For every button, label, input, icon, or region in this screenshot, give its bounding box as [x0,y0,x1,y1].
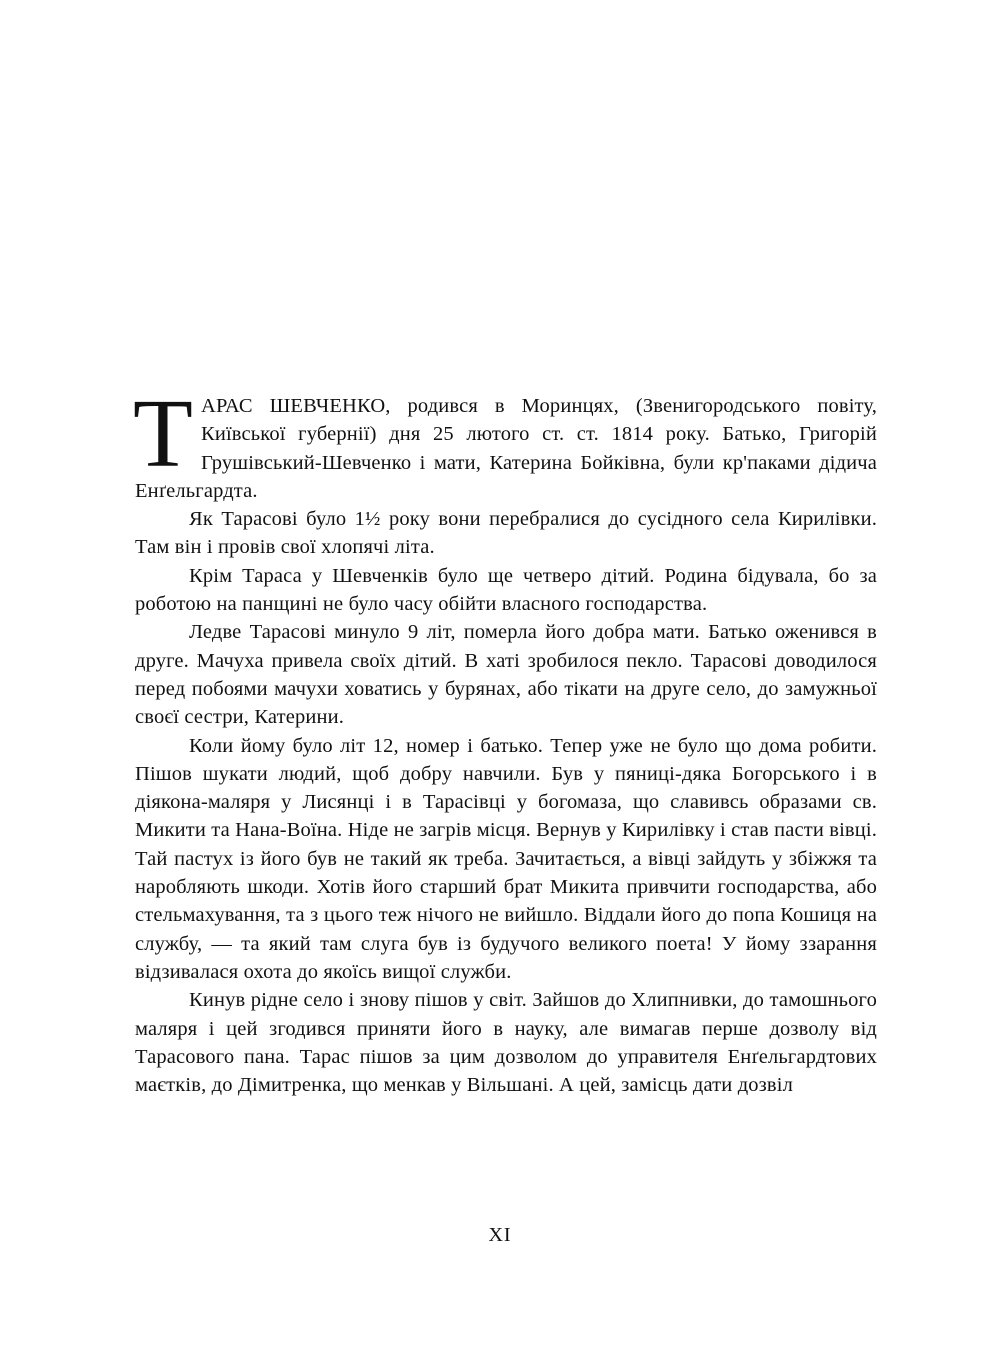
paragraph-5: Коли йому було літ 12, номер і батько. Тепер уже не було що дома робити. Пішов шукати людий, щоб добру навчили. Був у пяниці-дяка Богорського і в діякона-маляря у Лисянці і в Тарасівці у богомаза, що славивсь образами св. Микити та Нана-Воїна. Ніде не загрів місця. Вернув у Кирилівку і став пасти вівці. Тай пастух із його був не такий як треба. Зачитається, а вівці зайдуть у збіжжя та наробляють шкоди. Хотів його старший брат Микита привчити господарства, або стельмахування, та з цього теж нічого не вийшло. Віддали його до попа Кошиця на службу, — та який там слуга був із будучого великого поета! У йому ззарання відзивалася охота до якоїсь вищої служби. [135,734,877,983]
page-number: XI [488,1224,512,1246]
paragraph-2: Як Тарасові було 1½ року вони перебралися до сусідного села Кирилівки. Там він і провів свої хлопячі літа. [135,508,877,559]
paragraph-1 [133,380,877,505]
page-text [133,380,877,1099]
paragraph-1-text: АРАС ШЕВЧЕНКО, родився в Моринцях, (Звенигородського повіту, Київської губернії) дня 25 лютого ст. ст. 1814 року. Батько, Григорій Грушівський-Шевченко і мати, Катерина Бойківна, були кр'паками дідича Енґельгардта. [135,395,877,502]
paragraph-4: Ледве Тарасові минуло 9 літ, померла його добра мати. Батько оженився в друге. Мачуха привела своїх дітий. В хаті зробилося пекло. Тарасові доводилося перед побоями мачухи ховатись у бурянах, або тікати на друге село, до замужньої своєї сестри, Катерини. [135,621,877,729]
paragraph-6: Кинув рідне село і знову пішов у світ. Зайшов до Хлипнивки, до тамошнього маляря і цей згодився приняти його в науку, але вимагав перше дозволу від Тарасового пана. Тарас пішов за цим дозволом до управителя Енґельгардтових маєтків, до Дімитренка, що менкав у Вільшані. А цей, замісць дати дозвіл [135,989,877,1097]
drop-cap: Т [133,380,194,488]
paragraph-3: Крім Тараса у Шевченків було ще четверо дітий. Родина бідувала, бо за роботою на панщині не було часу обійти власного господарства. [135,564,877,616]
